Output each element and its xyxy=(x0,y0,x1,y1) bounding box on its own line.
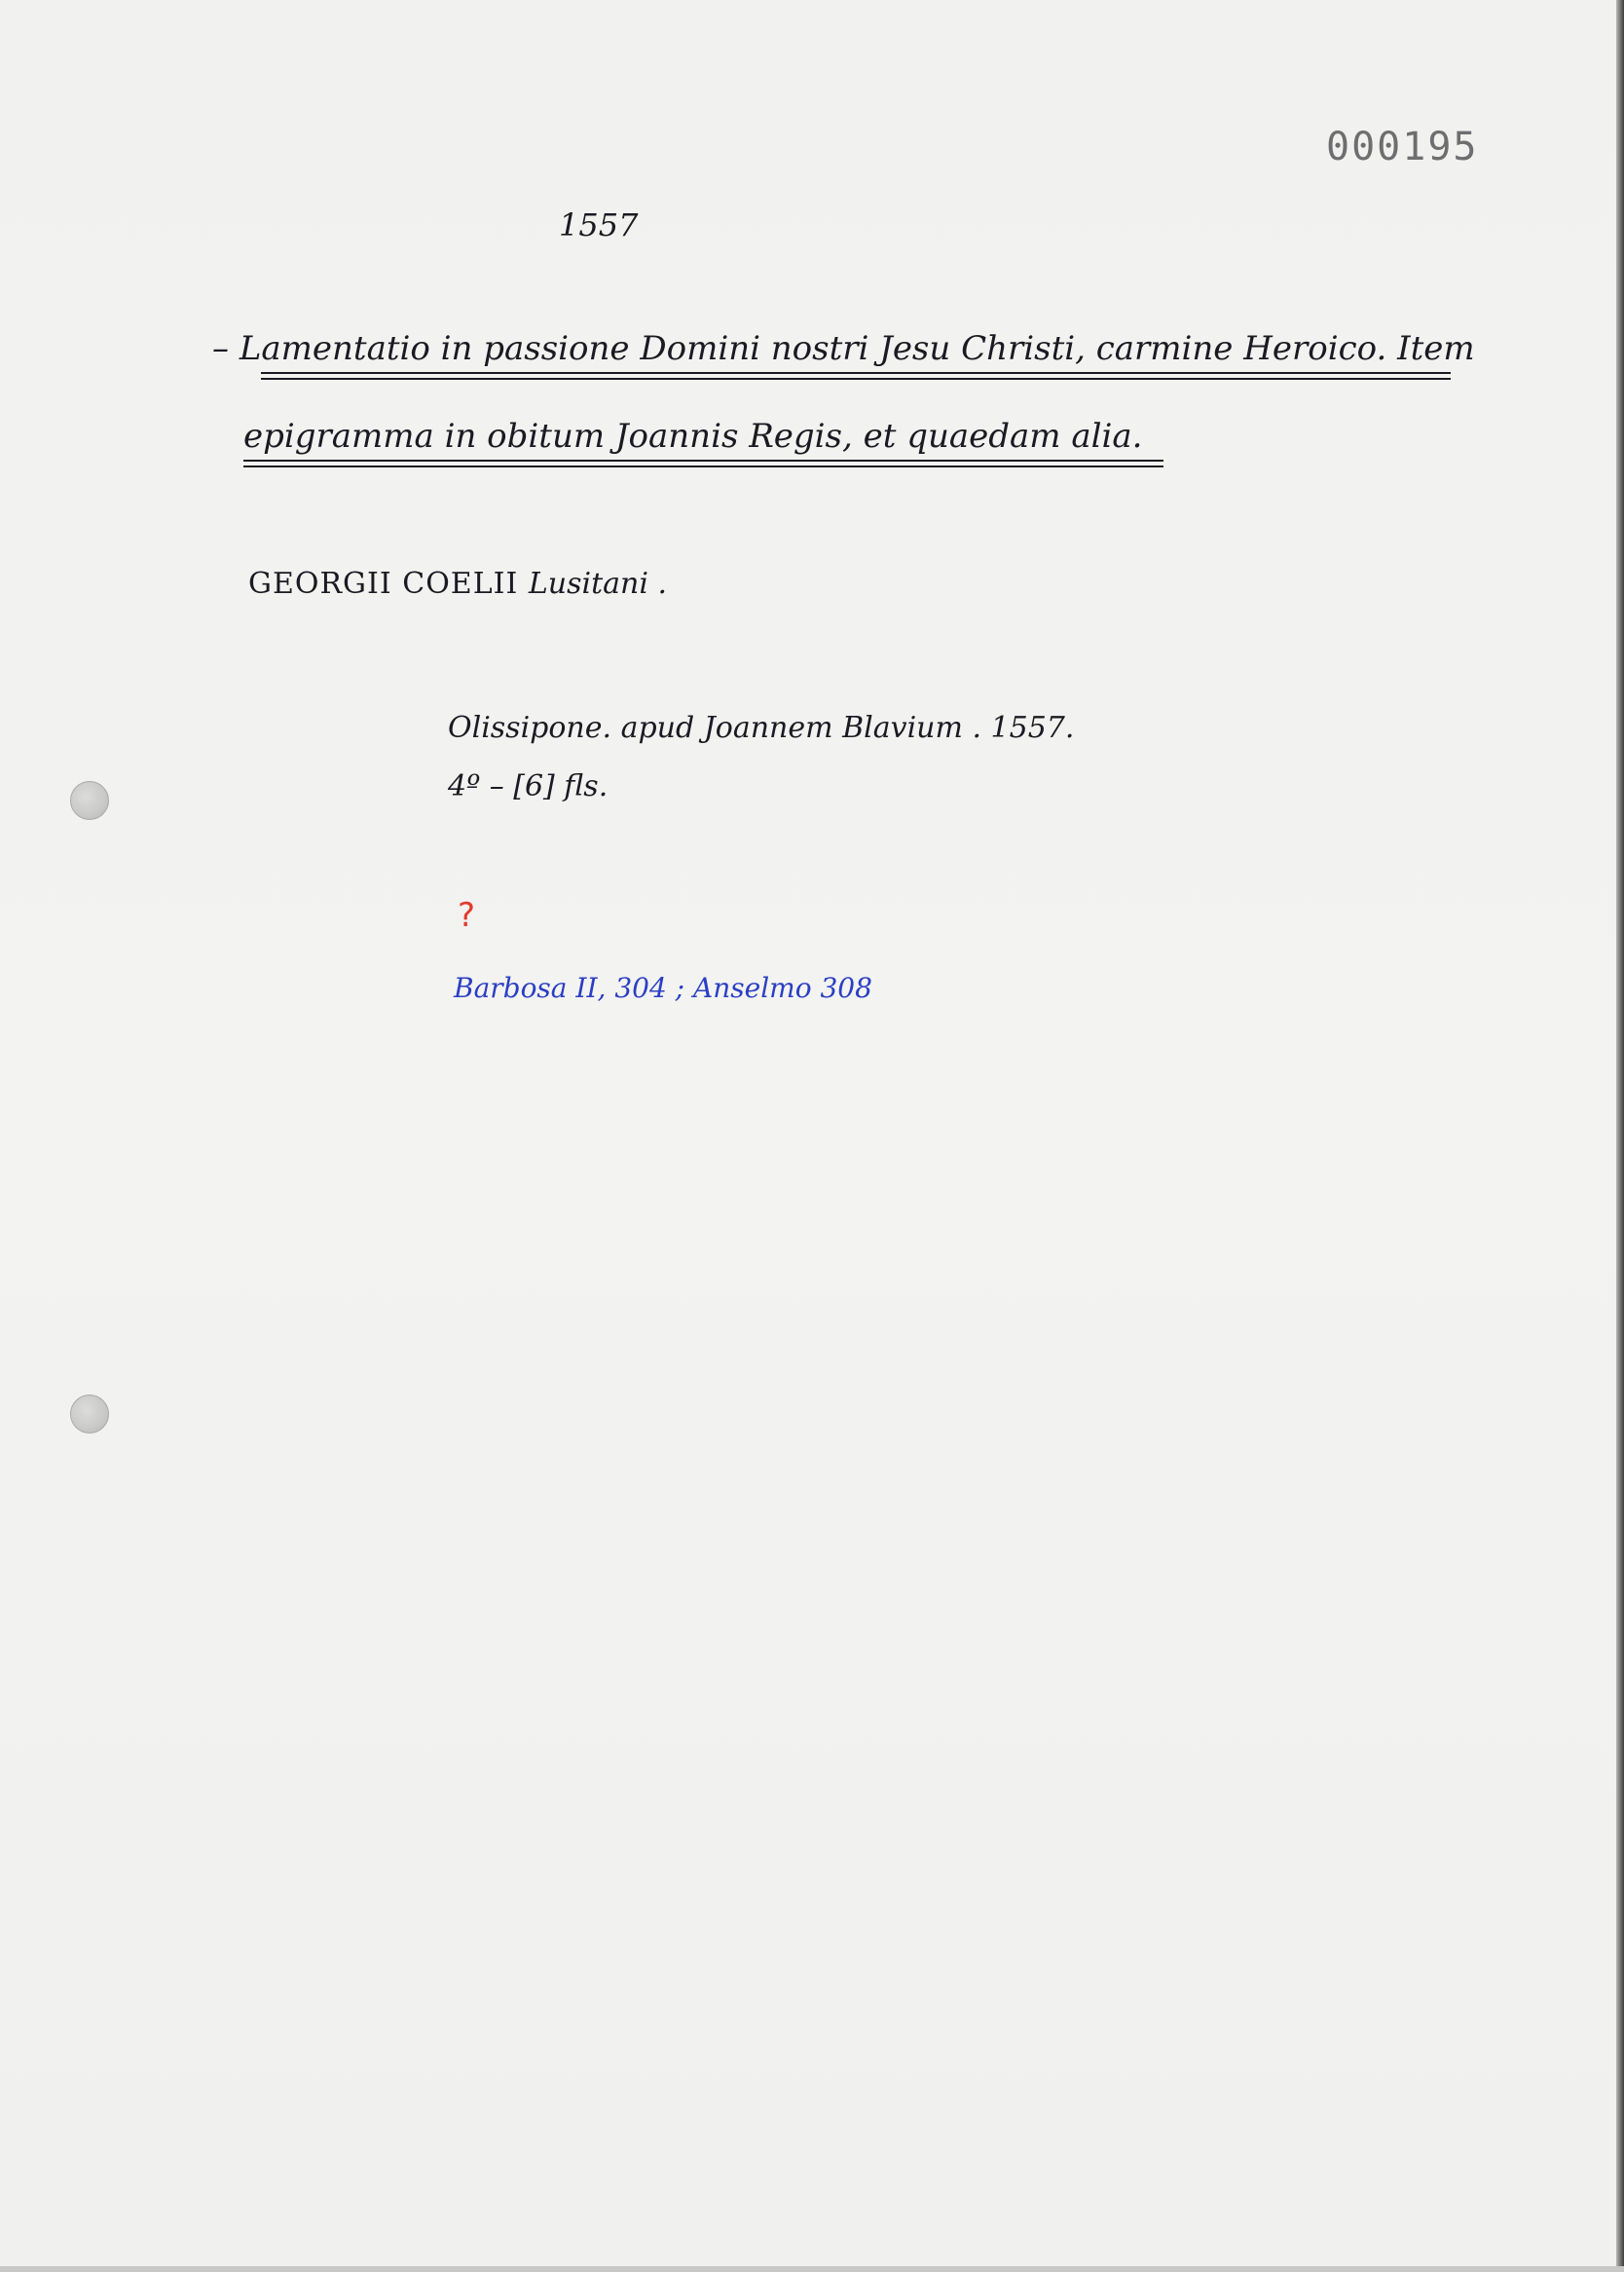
author-line xyxy=(248,567,667,601)
author-suffix: Lusitani . xyxy=(528,567,668,601)
title-underline-2b xyxy=(243,466,1163,467)
page-bottom-edge xyxy=(0,2266,1624,2272)
format-line: 4º – [6] fls. xyxy=(448,769,609,803)
references-line: Barbosa II, 304 ; Anselmo 308 xyxy=(454,972,872,1004)
title-line-1-text: Lamentatio in passione Domini nostri Jesu Christi, carmine Heroico. Item xyxy=(239,329,1475,368)
punch-hole-bottom xyxy=(70,1395,109,1434)
year-heading: 1557 xyxy=(559,206,639,243)
title-dash: – xyxy=(212,329,229,368)
title-line-1 xyxy=(212,329,1475,368)
title-line-2: epigramma in obitum Joannis Regis, et quaedam alia. xyxy=(243,417,1143,456)
stamp-number: 000195 xyxy=(1326,125,1479,169)
title-underline-1a xyxy=(261,372,1451,374)
author-name: GEORGII COELII xyxy=(248,567,519,601)
punch-hole-top xyxy=(70,781,109,820)
title-underline-2a xyxy=(243,460,1163,462)
page-right-edge xyxy=(1616,0,1624,2272)
query-mark: ? xyxy=(458,896,476,935)
title-underline-1b xyxy=(261,378,1451,380)
imprint-line: Olissipone. apud Joannem Blavium . 1557. xyxy=(448,711,1075,745)
